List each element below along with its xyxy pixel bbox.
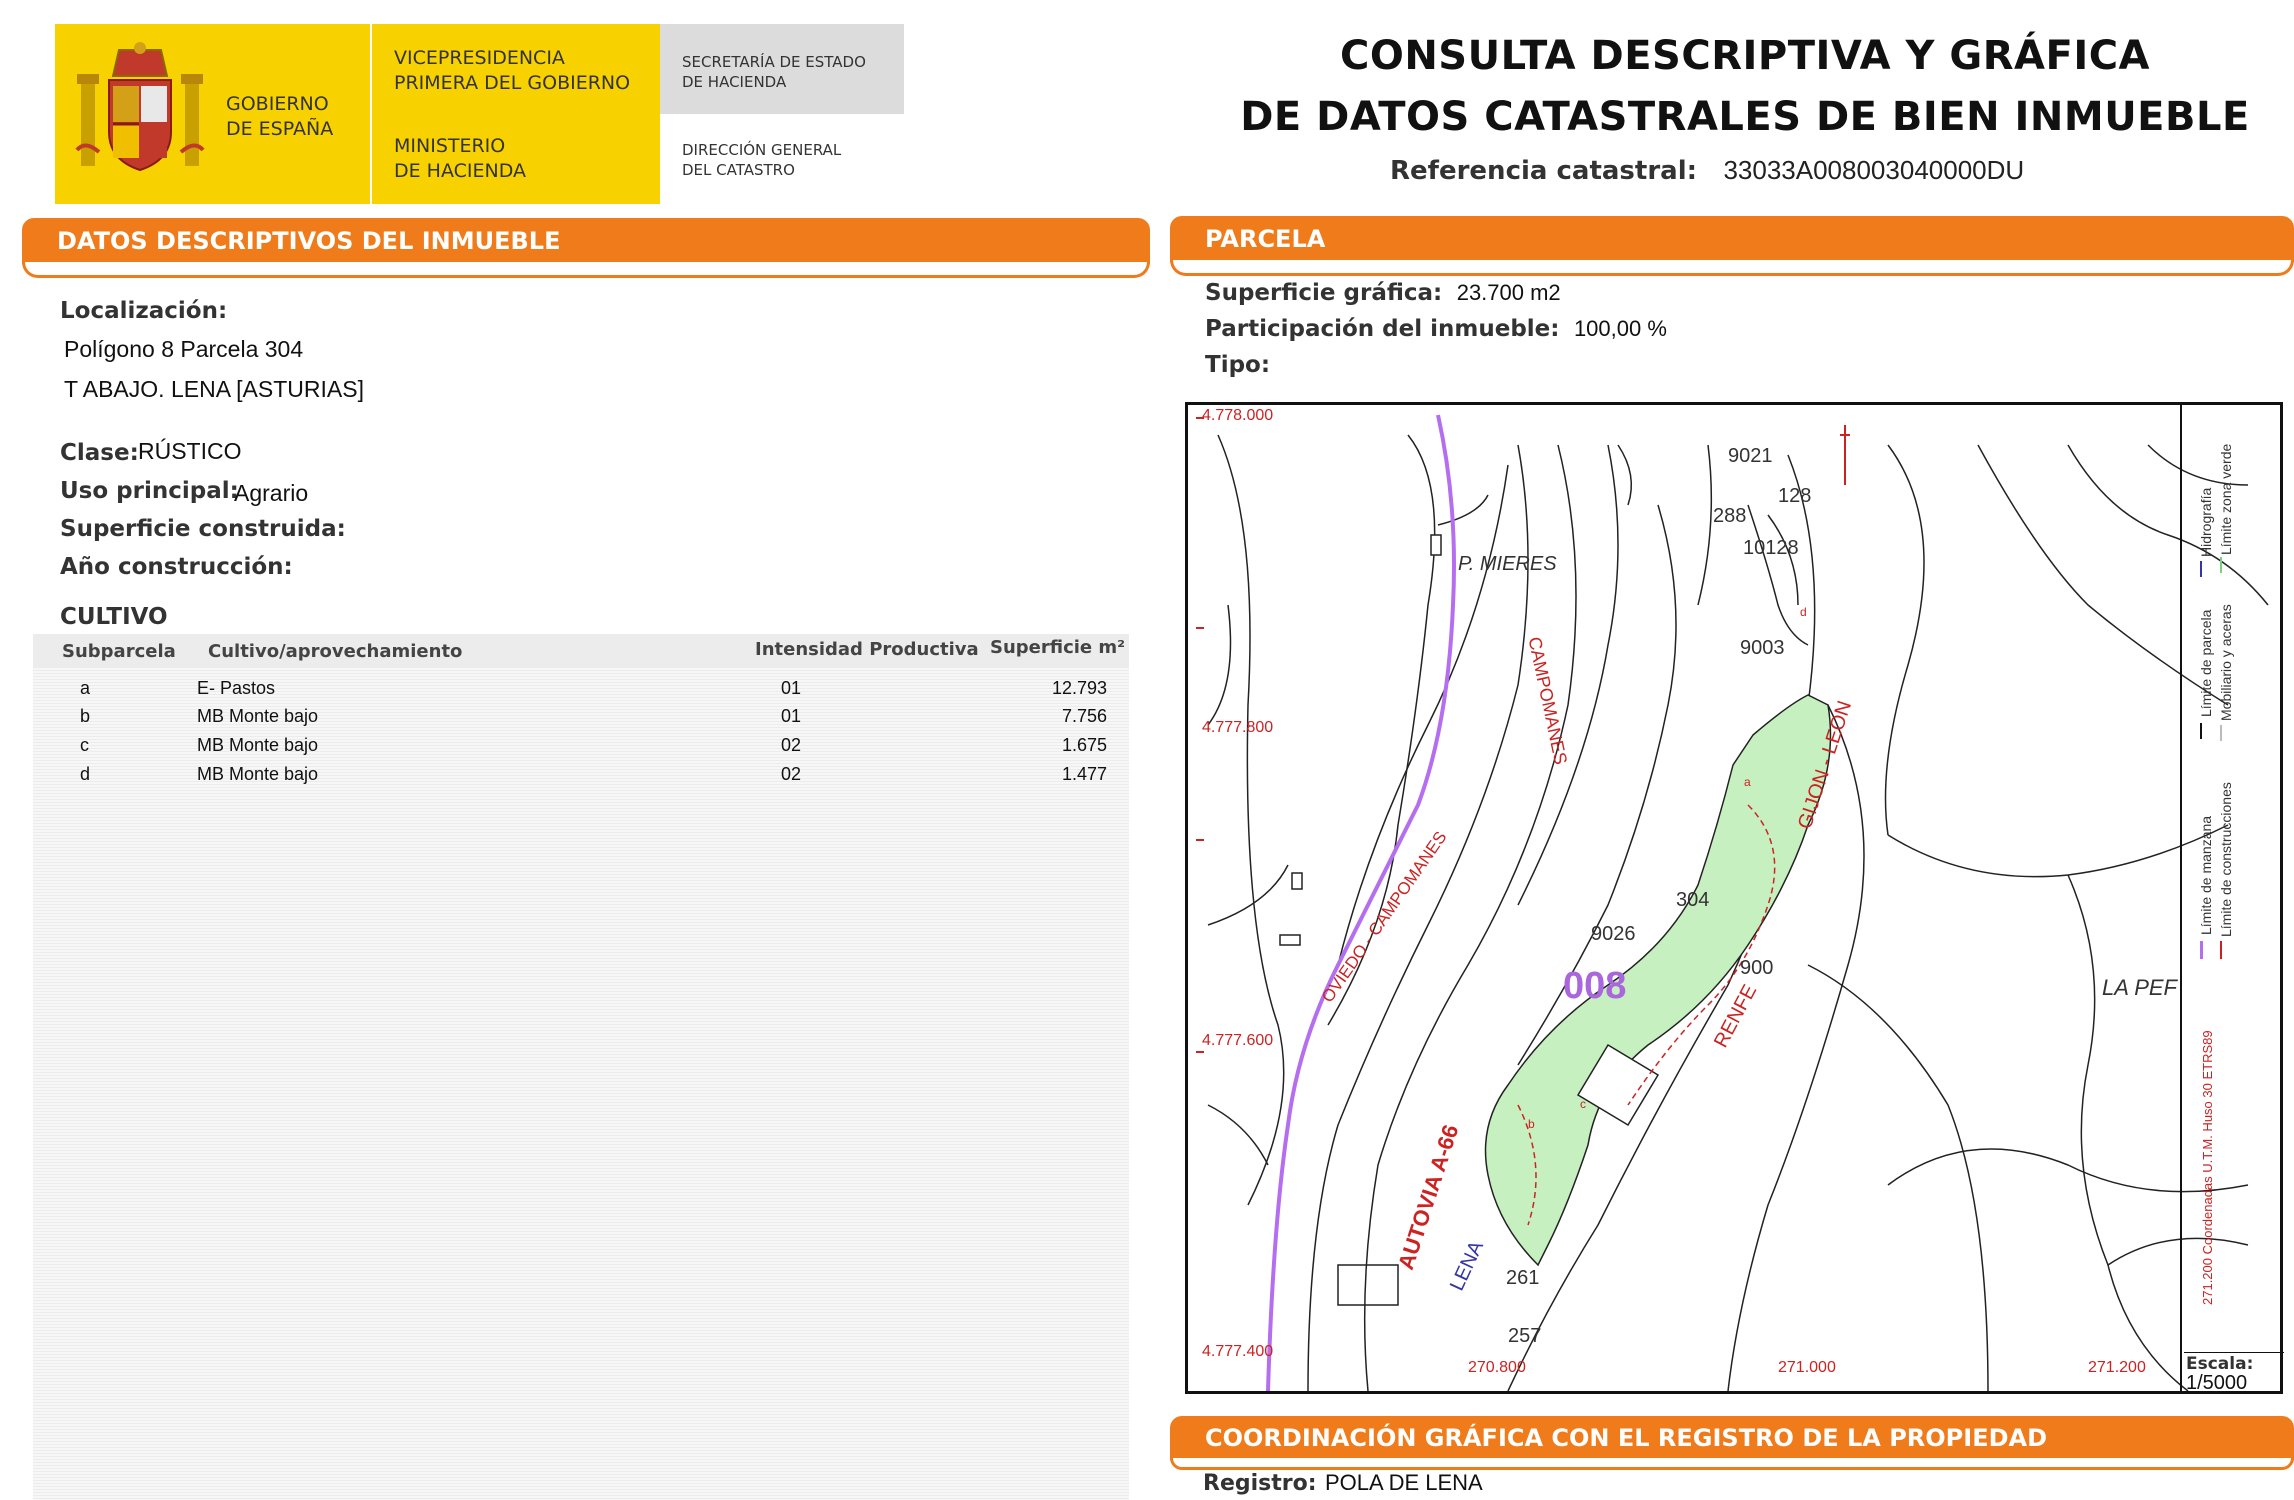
subparcel-label-c: c — [1580, 1097, 1586, 1111]
cadastral-map[interactable] — [1185, 402, 2283, 1394]
label-900: 900 — [1740, 957, 1774, 979]
direccion-catastro-text: DIRECCIÓN GENERAL DEL CATASTRO — [682, 141, 842, 179]
cell-intensidad: 02 — [781, 735, 802, 755]
legend-parcela-swatch — [2200, 723, 2202, 739]
uso-label: Uso principal: — [60, 478, 239, 504]
superficie-grafica — [1205, 280, 1561, 306]
sup-grafica-label: Superficie gráfica: — [1205, 280, 1443, 306]
label-p-mieres: P. MIERES — [1458, 553, 1557, 575]
cell-subparcela: a — [80, 678, 91, 698]
label-9026: 9026 — [1591, 923, 1636, 945]
legend-zona-verde-swatch — [2220, 557, 2222, 573]
label-autovia-a66: AUTOVIA A-66 — [1393, 1121, 1464, 1273]
participacion-value: 100,00 % — [1573, 316, 1667, 341]
cell-cultivo: MB Monte bajo — [197, 764, 319, 784]
th-superficie: Superficie m² — [990, 637, 1126, 658]
y-label-4777600: 4.777.600 — [1202, 1032, 1274, 1049]
escala-value: 1/5000 — [2186, 1372, 2248, 1394]
cell-superficie: 12.793 — [1051, 678, 1107, 698]
gobierno-espana-text: GOBIERNO DE ESPAÑA — [226, 93, 334, 140]
label-la-pe: LA PEF — [2102, 975, 2177, 1000]
cultivo-title: CULTIVO — [60, 604, 168, 630]
th-subparcela: Subparcela — [62, 641, 176, 662]
x-label-271200: 271.200 — [2088, 1359, 2146, 1376]
clase-value: RÚSTICO — [138, 438, 242, 464]
legend-divider — [2180, 402, 2182, 1394]
legend-coords: 271.200 Coordenadas U.T.M. Huso 30 ETRS89 — [2200, 1030, 2215, 1305]
label-10128: 10128 — [1743, 537, 1799, 559]
legend-hidrografia: Hidrografía — [2198, 487, 2214, 557]
label-261: 261 — [1506, 1267, 1540, 1289]
registro — [1203, 1470, 1483, 1496]
th-cultivo: Cultivo/aprovechamiento — [208, 641, 463, 662]
map-drawing — [1188, 405, 2280, 1391]
registro-label: Registro: — [1203, 1471, 1317, 1496]
localizacion-label: Localización: — [60, 298, 228, 324]
legend-mobiliario: Mobiliario y aceras — [2218, 604, 2234, 721]
x-label-270800: 270.800 — [1468, 1359, 1526, 1376]
y-label-4778000: 4.778.000 — [1202, 407, 1274, 424]
localizacion-line1: Polígono 8 Parcela 304 — [64, 336, 304, 362]
building-icon — [1280, 935, 1300, 945]
cell-cultivo: MB Monte bajo — [197, 706, 319, 726]
participacion-label: Participación del inmueble: — [1205, 316, 1560, 342]
vicepresidencia-text: VICEPRESIDENCIA PRIMERA DEL GOBIERNO — [394, 47, 631, 94]
referencia-catastral — [1390, 155, 2024, 186]
label-9003: 9003 — [1740, 637, 1785, 659]
section-bar-curve — [1170, 1458, 2294, 1470]
section-bar-curve — [1170, 260, 2294, 276]
label-campomanes: CAMPOMANES — [1524, 635, 1572, 767]
legend-limite-parcela: Límite de parcela — [2198, 609, 2214, 717]
legend-construcciones-swatch — [2220, 941, 2222, 959]
legend-mobiliario-swatch — [2220, 725, 2222, 741]
title-line-2: DE DATOS CATASTRALES DE BIEN INMUEBLE — [1240, 94, 2250, 140]
cell-superficie: 1.675 — [1061, 735, 1107, 755]
escala-label: Escala: — [2186, 1354, 2254, 1374]
clase-label: Clase: — [60, 440, 139, 466]
section-bar-curve — [22, 262, 1150, 278]
tipo-label: Tipo: — [1205, 352, 1271, 378]
label-9021: 9021 — [1728, 445, 1773, 467]
subparcel-label-a: a — [1744, 775, 1751, 789]
section-coordinacion: COORDINACIÓN GRÁFICA CON EL REGISTRO DE LA PROPIEDAD — [1170, 1416, 2294, 1460]
sup-grafica-value: 23.700 m2 — [1456, 280, 1561, 305]
uso-value: Agrario — [234, 480, 309, 506]
superficie-construida-label: Superficie construida: — [60, 516, 346, 542]
cell-intensidad: 01 — [781, 678, 802, 698]
north-arrow-icon — [1840, 425, 1850, 485]
cell-subparcela: b — [80, 706, 91, 726]
cultivo-table-body — [33, 678, 1129, 798]
cell-subparcela: c — [80, 735, 89, 755]
registro-value: POLA DE LENA — [1324, 1470, 1483, 1495]
ref-value[interactable]: 33033A008003040000DU — [1723, 155, 2025, 185]
cell-cultivo: MB Monte bajo — [197, 735, 319, 755]
label-257: 257 — [1508, 1325, 1542, 1347]
label-lena: LENA — [1446, 1237, 1489, 1295]
label-gijon-leon: GIJON - LEON — [1794, 698, 1857, 832]
legend-manzana-swatch — [2200, 941, 2203, 959]
y-label-4777800: 4.777.800 — [1202, 719, 1274, 736]
ref-label: Referencia catastral: — [1390, 156, 1697, 186]
label-304: 304 — [1676, 889, 1710, 911]
cell-intensidad: 02 — [781, 764, 802, 784]
page-title — [1230, 26, 2260, 148]
y-label-4777400: 4.777.400 — [1202, 1343, 1274, 1360]
secretaria-text: SECRETARÍA DE ESTADO DE HACIENDA — [682, 53, 866, 91]
anio-construccion-label: Año construcción: — [60, 554, 293, 580]
scale-divider — [2184, 1352, 2284, 1353]
cell-cultivo: E- Pastos — [197, 678, 276, 698]
cell-intensidad: 01 — [781, 706, 802, 726]
label-288: 288 — [1713, 505, 1747, 527]
ministerio-text: MINISTERIO DE HACIENDA — [394, 135, 527, 182]
cell-superficie: 1.477 — [1061, 764, 1107, 784]
label-128: 128 — [1778, 485, 1812, 507]
legend-limite-construcciones: Límite de construcciones — [2218, 782, 2234, 937]
title-line-1: CONSULTA DESCRIPTIVA Y GRÁFICA — [1339, 33, 2151, 79]
building-icon — [1431, 535, 1441, 555]
legend-limite-manzana: Límite de manzana — [2198, 815, 2214, 935]
label-oviedo-campomanes: OVIEDO - CAMPOMANES — [1318, 827, 1451, 1006]
building-icon — [1292, 873, 1302, 889]
section-datos-descriptivos: DATOS DESCRIPTIVOS DEL INMUEBLE — [22, 218, 1150, 264]
subparcel-label-b: b — [1528, 1117, 1535, 1131]
section-parcela: PARCELA — [1170, 216, 2294, 262]
th-intensidad: Intensidad Productiva — [755, 639, 979, 660]
map-legend — [2190, 405, 2280, 1335]
label-renfe: RENFE — [1710, 981, 1762, 1052]
subparcel-label-d: d — [1800, 605, 1807, 619]
cell-subparcela: d — [80, 764, 91, 784]
legend-hidrografia-swatch — [2200, 561, 2202, 577]
participacion — [1205, 316, 1667, 342]
logo-divider — [370, 24, 372, 204]
legend-limite-zona-verde: Límite zona verde — [2218, 443, 2234, 555]
coat-of-arms-icon — [75, 40, 205, 180]
cell-superficie: 7.756 — [1061, 706, 1107, 726]
localizacion-line2: T ABAJO. LENA [ASTURIAS] — [64, 376, 364, 402]
label-polygon-008: 008 — [1563, 965, 1627, 1007]
x-label-271000: 271.000 — [1778, 1359, 1836, 1376]
